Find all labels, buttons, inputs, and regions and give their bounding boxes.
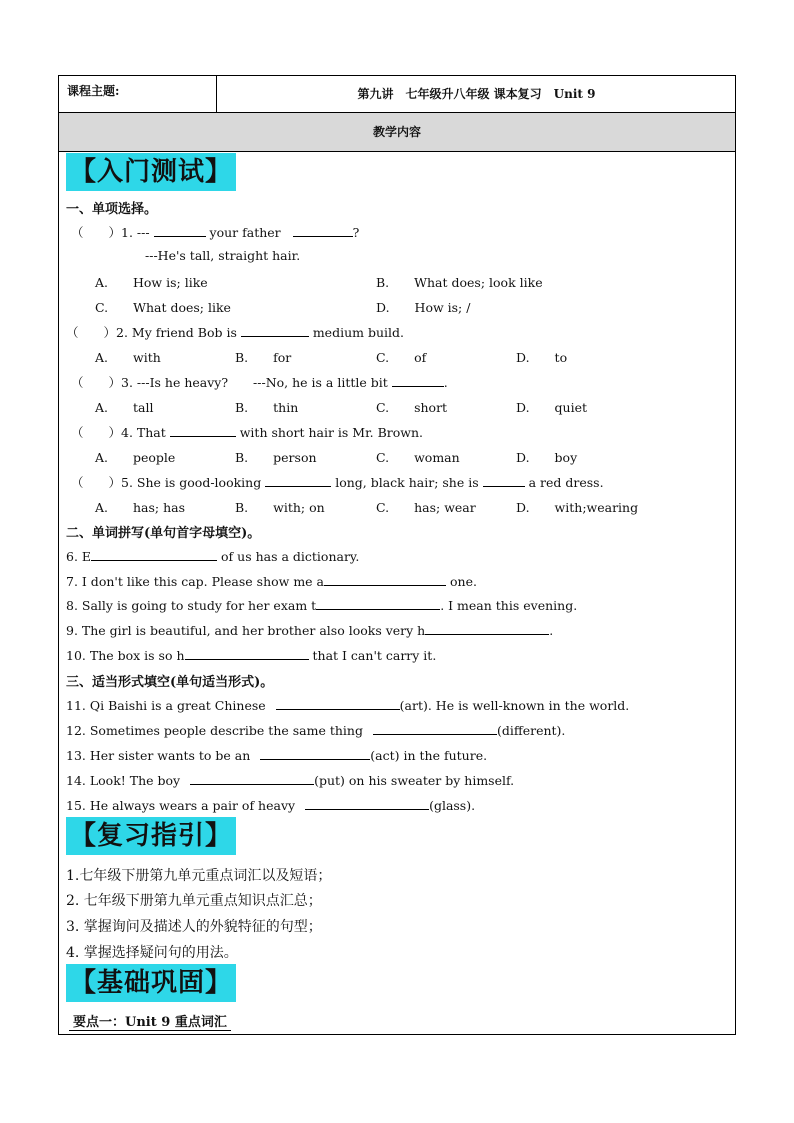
answer-blank[interactable] [316,597,440,610]
question-2: （ ）2. My friend Bob is medium build. [66,325,404,340]
guide-item-3: 3. 掌握询问及描述人的外貌特征的句型； [66,919,322,935]
answer-blank[interactable] [185,647,309,660]
answer-blank[interactable] [260,747,370,760]
q1-option-b: B. What does; look like [376,275,543,290]
question-1-reply: ---He's tall, straight hair. [145,248,301,263]
section-multiple-choice: 一、单项选择。 [66,202,158,217]
course-topic-title: 第九讲 七年级升八年级 课本复习 Unit 9 [357,87,596,101]
q1-option-d: D. How is; / [376,300,471,315]
answer-blank[interactable] [324,573,446,586]
answer-blank[interactable] [265,474,331,487]
q5-option-d: D. with;wearing [516,500,639,515]
question-7: 7. I don't like this cap. Please show me a one. [66,574,477,589]
q3-option-b: B. thin [235,400,299,415]
q2-option-d: D. to [516,350,568,365]
section-word-forms: 三、适当形式填空(单句适当形式)。 [66,675,274,690]
q3-option-d: D. quiet [516,400,588,415]
q5-option-c: C. has; wear [376,500,476,515]
q4-option-c: C. woman [376,450,460,465]
question-3: （ ）3. ---Is he heavy? ---No, he is a little bit . [71,375,448,390]
course-topic-label: 课程主题: [59,76,217,112]
answer-blank[interactable] [154,224,206,237]
question-4: （ ）4. That with short hair is Mr. Brown. [71,425,424,440]
answer-blank[interactable] [425,622,549,635]
answer-blank[interactable] [170,424,236,437]
q2-option-c: C. of [376,350,427,365]
q4-option-d: D. boy [516,450,578,465]
question-1: （ ）1. --- your father ? [71,225,360,240]
answer-blank[interactable] [392,374,444,387]
answer-blank[interactable] [483,474,525,487]
answer-blank[interactable] [276,697,400,710]
teaching-content-band: 教学内容 [59,113,735,152]
question-6: 6. E of us has a dictionary. [66,549,360,564]
key-point-heading: 要点一：Unit 9 重点词汇 [69,1011,231,1031]
question-9: 9. The girl is beautiful, and her brother also looks very h . [66,623,554,638]
question-8: 8. Sally is going to study for her exam t . I mean this evening. [66,598,578,613]
answer-blank[interactable] [91,548,217,561]
question-13: 13. Her sister wants to be an (act) in the future. [66,748,488,763]
q5-option-b: B. with; on [235,500,325,515]
question-15: 15. He always wears a pair of heavy (glass). [66,798,476,813]
guide-item-1: 1.七年级下册第九单元重点词汇以及短语； [66,868,332,884]
question-12: 12. Sometimes people describe the same thing (different). [66,723,566,738]
answer-blank[interactable] [373,722,497,735]
q2-option-a: A. with [95,350,161,365]
section-spelling: 二、单词拼写(单句首字母填空)。 [66,526,261,541]
worksheet [58,75,736,1035]
q4-option-a: A. people [95,450,176,465]
review-guide-banner: 【复习指引】 [66,817,236,855]
basic-consolidation-banner: 【基础巩固】 [66,964,236,1002]
answer-blank[interactable] [293,224,353,237]
entry-test-banner: 【入门测试】 [66,153,236,191]
answer-blank[interactable] [190,772,314,785]
q3-option-c: C. short [376,400,448,415]
q3-option-a: A. tall [95,400,154,415]
q1-option-a: A. How is; like [95,275,208,290]
guide-item-2: 2. 七年级下册第九单元重点知识点汇总； [66,893,322,909]
header-row [59,76,735,113]
q1-option-c: C. What does; like [95,300,231,315]
question-5: （ ）5. She is good-looking long, black hair; she is a red dress. [71,475,604,490]
question-11: 11. Qi Baishi is a great Chinese (art). He is well-known in the world. [66,698,630,713]
q2-option-b: B. for [235,350,292,365]
guide-item-4: 4. 掌握选择疑问句的用法。 [66,945,238,961]
question-10: 10. The box is so h that I can't carry it. [66,648,437,663]
answer-blank[interactable] [305,797,429,810]
q5-option-a: A. has; has [95,500,186,515]
q4-option-b: B. person [235,450,317,465]
answer-blank[interactable] [241,324,309,337]
question-14: 14. Look! The boy (put) on his sweater by himself. [66,773,515,788]
